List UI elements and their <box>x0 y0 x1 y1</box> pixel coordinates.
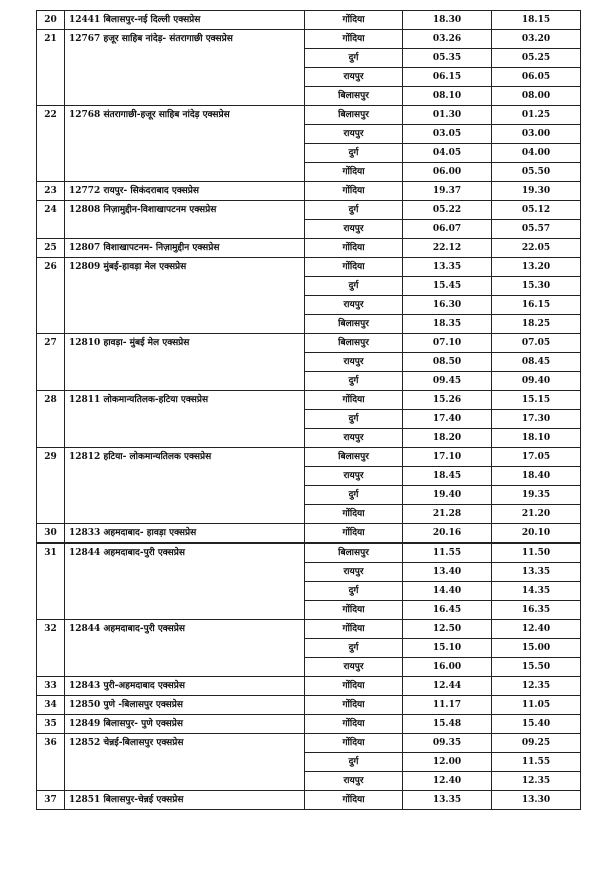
table-row <box>37 715 581 734</box>
serial-number-cell: 23 <box>37 182 65 201</box>
departure-time-cell: 18.40 <box>492 467 581 486</box>
arrival-time-cell: 18.30 <box>403 11 492 30</box>
station-cell: गोंदिया <box>305 163 403 182</box>
train-name-cell: 12768 संतरागाछी-हजूर साहिब नांदेड़ एक्सप्रेस <box>65 106 305 182</box>
arrival-time-cell: 12.44 <box>403 677 492 696</box>
arrival-time-cell: 11.55 <box>403 543 492 563</box>
arrival-time-cell: 11.17 <box>403 696 492 715</box>
station-cell: दुर्ग <box>305 144 403 163</box>
departure-time-cell: 03.00 <box>492 125 581 144</box>
timetable-body <box>37 11 581 810</box>
station-cell: गोंदिया <box>305 258 403 277</box>
station-cell: दुर्ग <box>305 753 403 772</box>
table-row <box>37 182 581 201</box>
station-cell: गोंदिया <box>305 505 403 524</box>
arrival-time-cell: 16.00 <box>403 658 492 677</box>
table-row <box>37 524 581 544</box>
station-cell: गोंदिया <box>305 239 403 258</box>
station-cell: रायपुर <box>305 353 403 372</box>
departure-time-cell: 11.55 <box>492 753 581 772</box>
arrival-time-cell: 17.10 <box>403 448 492 467</box>
arrival-time-cell: 07.10 <box>403 334 492 353</box>
arrival-time-cell: 16.45 <box>403 601 492 620</box>
departure-time-cell: 11.05 <box>492 696 581 715</box>
arrival-time-cell: 09.35 <box>403 734 492 753</box>
station-cell: गोंदिया <box>305 601 403 620</box>
station-cell: गोंदिया <box>305 715 403 734</box>
arrival-time-cell: 22.12 <box>403 239 492 258</box>
arrival-time-cell: 01.30 <box>403 106 492 125</box>
departure-time-cell: 12.40 <box>492 620 581 639</box>
train-name-cell: 12812 हटिया- लोकमान्यतिलक एक्सप्रेस <box>65 448 305 524</box>
serial-number-cell: 24 <box>37 201 65 239</box>
arrival-time-cell: 15.45 <box>403 277 492 296</box>
serial-number-cell: 32 <box>37 620 65 677</box>
arrival-time-cell: 18.35 <box>403 315 492 334</box>
station-cell: रायपुर <box>305 220 403 239</box>
departure-time-cell: 17.30 <box>492 410 581 429</box>
departure-time-cell: 13.35 <box>492 563 581 582</box>
departure-time-cell: 11.50 <box>492 543 581 563</box>
departure-time-cell: 01.25 <box>492 106 581 125</box>
serial-number-cell: 22 <box>37 106 65 182</box>
train-name-cell: 12833 अहमदाबाद- हावड़ा एक्सप्रेस <box>65 524 305 544</box>
arrival-time-cell: 09.45 <box>403 372 492 391</box>
arrival-time-cell: 16.30 <box>403 296 492 315</box>
table-row <box>37 391 581 410</box>
serial-number-cell: 36 <box>37 734 65 791</box>
table-row <box>37 448 581 467</box>
departure-time-cell: 05.25 <box>492 49 581 68</box>
departure-time-cell: 17.05 <box>492 448 581 467</box>
arrival-time-cell: 06.15 <box>403 68 492 87</box>
train-name-cell: 12772 रायपुर- सिकंदराबाद एक्सप्रेस <box>65 182 305 201</box>
table-row <box>37 106 581 125</box>
departure-time-cell: 12.35 <box>492 772 581 791</box>
station-cell: रायपुर <box>305 68 403 87</box>
table-row <box>37 11 581 30</box>
train-name-cell: 12441 बिलासपुर-नई दिल्ली एक्सप्रेस <box>65 11 305 30</box>
serial-number-cell: 20 <box>37 11 65 30</box>
train-name-cell: 12810 हावड़ा- मुंबई मेल एक्सप्रेस <box>65 334 305 391</box>
departure-time-cell: 18.15 <box>492 11 581 30</box>
arrival-time-cell: 15.10 <box>403 639 492 658</box>
station-cell: रायपुर <box>305 772 403 791</box>
departure-time-cell: 09.25 <box>492 734 581 753</box>
departure-time-cell: 06.05 <box>492 68 581 87</box>
serial-number-cell: 34 <box>37 696 65 715</box>
departure-time-cell: 08.45 <box>492 353 581 372</box>
train-timetable <box>36 10 581 810</box>
serial-number-cell: 21 <box>37 30 65 106</box>
departure-time-cell: 15.15 <box>492 391 581 410</box>
station-cell: बिलासपुर <box>305 334 403 353</box>
departure-time-cell: 13.20 <box>492 258 581 277</box>
station-cell: गोंदिया <box>305 524 403 544</box>
serial-number-cell: 35 <box>37 715 65 734</box>
train-name-cell: 12811 लोकमान्यतिलक-हटिया एक्सप्रेस <box>65 391 305 448</box>
station-cell: बिलासपुर <box>305 87 403 106</box>
departure-time-cell: 03.20 <box>492 30 581 49</box>
station-cell: गोंदिया <box>305 182 403 201</box>
departure-time-cell: 19.35 <box>492 486 581 505</box>
departure-time-cell: 12.35 <box>492 677 581 696</box>
station-cell: गोंदिया <box>305 391 403 410</box>
arrival-time-cell: 08.10 <box>403 87 492 106</box>
station-cell: दुर्ग <box>305 277 403 296</box>
station-cell: रायपुर <box>305 125 403 144</box>
train-name-cell: 12844 अहमदाबाद-पुरी एक्सप्रेस <box>65 620 305 677</box>
station-cell: गोंदिया <box>305 791 403 810</box>
departure-time-cell: 05.12 <box>492 201 581 220</box>
station-cell: रायपुर <box>305 658 403 677</box>
arrival-time-cell: 05.35 <box>403 49 492 68</box>
table-row <box>37 30 581 49</box>
table-row <box>37 620 581 639</box>
arrival-time-cell: 06.07 <box>403 220 492 239</box>
train-name-cell: 12767 हजूर साहिब नांदेड़- संतरागाछी एक्सप्रेस <box>65 30 305 106</box>
station-cell: दुर्ग <box>305 49 403 68</box>
table-row <box>37 258 581 277</box>
departure-time-cell: 13.30 <box>492 791 581 810</box>
departure-time-cell: 18.25 <box>492 315 581 334</box>
departure-time-cell: 15.40 <box>492 715 581 734</box>
arrival-time-cell: 12.50 <box>403 620 492 639</box>
train-name-cell: 12807 विशाखापटनम- निज़ामुद्दीन एक्सप्रेस <box>65 239 305 258</box>
arrival-time-cell: 05.22 <box>403 201 492 220</box>
departure-time-cell: 15.50 <box>492 658 581 677</box>
station-cell: गोंदिया <box>305 30 403 49</box>
station-cell: दुर्ग <box>305 486 403 505</box>
arrival-time-cell: 03.05 <box>403 125 492 144</box>
station-cell: रायपुर <box>305 467 403 486</box>
arrival-time-cell: 14.40 <box>403 582 492 601</box>
departure-time-cell: 04.00 <box>492 144 581 163</box>
departure-time-cell: 09.40 <box>492 372 581 391</box>
departure-time-cell: 18.10 <box>492 429 581 448</box>
station-cell: दुर्ग <box>305 201 403 220</box>
table-row <box>37 734 581 753</box>
table-row <box>37 201 581 220</box>
station-cell: रायपुर <box>305 296 403 315</box>
table-row <box>37 543 581 563</box>
table-row <box>37 696 581 715</box>
arrival-time-cell: 17.40 <box>403 410 492 429</box>
arrival-time-cell: 19.40 <box>403 486 492 505</box>
station-cell: दुर्ग <box>305 372 403 391</box>
table-row <box>37 677 581 696</box>
train-name-cell: 12849 बिलासपुर- पुणे एक्सप्रेस <box>65 715 305 734</box>
departure-time-cell: 22.05 <box>492 239 581 258</box>
train-name-cell: 12852 चेन्नई-बिलासपुर एक्सप्रेस <box>65 734 305 791</box>
departure-time-cell: 16.15 <box>492 296 581 315</box>
arrival-time-cell: 12.00 <box>403 753 492 772</box>
table-row <box>37 334 581 353</box>
serial-number-cell: 26 <box>37 258 65 334</box>
departure-time-cell: 15.00 <box>492 639 581 658</box>
station-cell: गोंदिया <box>305 11 403 30</box>
station-cell: बिलासपुर <box>305 543 403 563</box>
station-cell: दुर्ग <box>305 582 403 601</box>
departure-time-cell: 21.20 <box>492 505 581 524</box>
departure-time-cell: 16.35 <box>492 601 581 620</box>
table-row <box>37 239 581 258</box>
train-name-cell: 12843 पुरी-अहमदाबाद एक्सप्रेस <box>65 677 305 696</box>
arrival-time-cell: 20.16 <box>403 524 492 544</box>
station-cell: बिलासपुर <box>305 106 403 125</box>
arrival-time-cell: 13.40 <box>403 563 492 582</box>
train-name-cell: 12844 अहमदाबाद-पुरी एक्सप्रेस <box>65 543 305 620</box>
train-name-cell: 12808 निज़ामुद्दीन-विशाखापटनम एक्सप्रेस <box>65 201 305 239</box>
departure-time-cell: 08.00 <box>492 87 581 106</box>
departure-time-cell: 20.10 <box>492 524 581 544</box>
table-row <box>37 791 581 810</box>
station-cell: बिलासपुर <box>305 448 403 467</box>
arrival-time-cell: 21.28 <box>403 505 492 524</box>
arrival-time-cell: 04.05 <box>403 144 492 163</box>
train-name-cell: 12850 पुणे -बिलासपुर एक्सप्रेस <box>65 696 305 715</box>
arrival-time-cell: 18.20 <box>403 429 492 448</box>
arrival-time-cell: 13.35 <box>403 791 492 810</box>
serial-number-cell: 37 <box>37 791 65 810</box>
departure-time-cell: 19.30 <box>492 182 581 201</box>
departure-time-cell: 05.50 <box>492 163 581 182</box>
arrival-time-cell: 19.37 <box>403 182 492 201</box>
departure-time-cell: 07.05 <box>492 334 581 353</box>
arrival-time-cell: 03.26 <box>403 30 492 49</box>
train-name-cell: 12851 बिलासपुर-चेन्नई एक्सप्रेस <box>65 791 305 810</box>
station-cell: गोंदिया <box>305 734 403 753</box>
station-cell: दुर्ग <box>305 410 403 429</box>
station-cell: दुर्ग <box>305 639 403 658</box>
arrival-time-cell: 15.48 <box>403 715 492 734</box>
station-cell: गोंदिया <box>305 677 403 696</box>
departure-time-cell: 05.57 <box>492 220 581 239</box>
station-cell: गोंदिया <box>305 620 403 639</box>
station-cell: बिलासपुर <box>305 315 403 334</box>
station-cell: रायपुर <box>305 429 403 448</box>
arrival-time-cell: 08.50 <box>403 353 492 372</box>
arrival-time-cell: 13.35 <box>403 258 492 277</box>
station-cell: गोंदिया <box>305 696 403 715</box>
arrival-time-cell: 12.40 <box>403 772 492 791</box>
arrival-time-cell: 15.26 <box>403 391 492 410</box>
serial-number-cell: 30 <box>37 524 65 544</box>
arrival-time-cell: 06.00 <box>403 163 492 182</box>
serial-number-cell: 33 <box>37 677 65 696</box>
train-name-cell: 12809 मुंबई-हावड़ा मेल एक्सप्रेस <box>65 258 305 334</box>
serial-number-cell: 31 <box>37 543 65 620</box>
serial-number-cell: 28 <box>37 391 65 448</box>
arrival-time-cell: 18.45 <box>403 467 492 486</box>
station-cell: रायपुर <box>305 563 403 582</box>
departure-time-cell: 14.35 <box>492 582 581 601</box>
serial-number-cell: 27 <box>37 334 65 391</box>
serial-number-cell: 25 <box>37 239 65 258</box>
departure-time-cell: 15.30 <box>492 277 581 296</box>
serial-number-cell: 29 <box>37 448 65 524</box>
